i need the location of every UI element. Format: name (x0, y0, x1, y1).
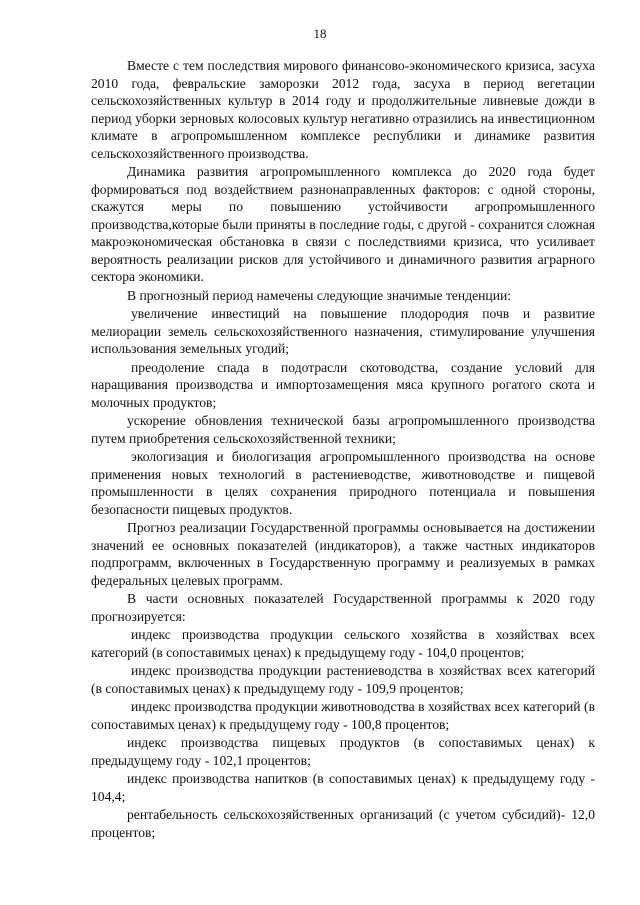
paragraph-trends-intro: В прогнозный период намечены следующие значимые тенденции: (127, 287, 512, 303)
list-item-livestock-index: индекс производства продукции животноводства в хозяйствах всех категорий (в сопоставимых ценах) к предыдущему году - 100,8 процентов; (91, 699, 595, 732)
paragraph-development-dynamics: Динамика развития агропромышленного комплекса до 2020 года будет формироваться под воздействием разнонаправленных факторов: с одной стороны, скажутся меры по повышению устойчивости агропромышленного производства,которые были приняты в последние годы, с другой - сохранится сложная макроэкономическая обстановка в связи с последствиями кризиса, что усиливает вероятность реализации рисков для устойчивого и динамичного развития аграрного сектора экономики. (91, 164, 595, 284)
list-item-ecologization: экологизация и биологизация агропромышленного производства на основе применения новых технологий в растениеводстве, животноводстве и пищевой промышленности в целях сохранения природного потенциала и повышения безопасности пищевых продуктов. (91, 449, 595, 517)
list-item-technical-base: ускорение обновления технической базы агропромышленного производства путем приобретения сельскохозяйственной техники; (91, 413, 595, 446)
paragraph-crisis-impact: Вместе с тем последствия мирового финансово-экономического кризиса, засуха 2010 года, февральские заморозки 2012 года, засуха в период вегетации сельскохозяйственных культур в 2014 году и продолжительные ливневые дожди в период уборки зерновых колосовых культур негативно отразились на инвестиционном климате в агропромышленном комплексе республики и динамике развития сельскохозяйственного производства. (91, 58, 595, 161)
list-item-investment: увеличение инвестиций на повышение плодородия почв и развитие мелиорации земель сельскохозяйственного назначения, стимулирование улучшения использования земельных угодий; (91, 306, 595, 356)
page-number: 18 (313, 26, 327, 41)
list-item-crop-index: индекс производства продукции растениеводства в хозяйствах всех категорий (в сопоставимых ценах) к предыдущему году - 109,9 процентов; (91, 663, 595, 696)
list-item-profitability: рентабельность сельскохозяйственных организаций (с учетом субсидий)- 12,0 процентов; (91, 807, 595, 840)
page-body (91, 57, 595, 842)
list-item-agriculture-index: индекс производства продукции сельского хозяйства в хозяйствах всех категорий (в сопоставимых ценах) к предыдущему году - 104,0 процентов; (91, 627, 595, 660)
list-item-food-index: индекс производства пищевых продуктов (в сопоставимых ценах) к предыдущему году - 102,1 процентов; (91, 735, 595, 768)
list-item-beverage-index: индекс производства напитков (в сопоставимых ценах) к предыдущему году - 104,4; (91, 771, 595, 804)
paragraph-indicators-intro: В части основных показателей Государственной программы к 2020 году прогнозируется: (91, 591, 595, 624)
paragraph-forecast: Прогноз реализации Государственной программы основывается на достижении значений ее основных показателей (индикаторов), а также частных индикаторов подпрограмм, включенных в Государственную программу и реализуемых в рамках федеральных целевых программ. (91, 520, 595, 588)
list-item-livestock: преодоление спада в подотрасли скотоводства, создание условий для наращивания производства и импортозамещения мяса крупного рогатого скота и молочных продуктов; (91, 359, 595, 410)
